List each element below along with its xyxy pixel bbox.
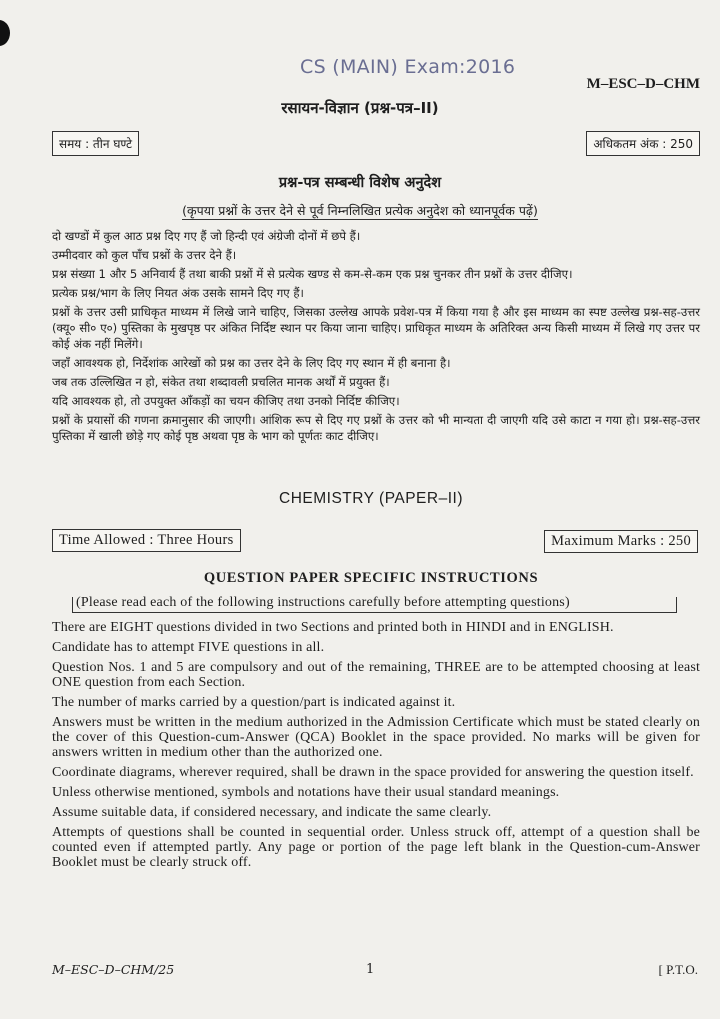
paper-title: CHEMISTRY (PAPER–II): [279, 490, 463, 507]
hindi-time-box: समय : तीन घण्टे: [52, 131, 139, 156]
hindi-instruction: जब तक उल्लिखित न हो, संकेत तथा शब्दावली प्रचलित मानक अर्थों में प्रयुक्त हैं।: [52, 375, 390, 389]
english-instruction: Candidate has to attempt FIVE questions in all.: [52, 640, 325, 655]
maximum-marks-box: Maximum Marks : 250: [544, 530, 698, 553]
hindi-instruction: प्रत्येक प्रश्न/भाग के लिए नियत अंक उसके सामने दिए गए हैं।: [52, 286, 304, 300]
english-instruction: Coordinate diagrams, wherever required, shall be drawn in the space provided for answering the question itself.: [52, 765, 694, 780]
hindi-instruction: प्रश्नों के प्रयासों की गणना क्रमानुसार की जाएगी। आंशिक रूप से दिए गए प्रश्नों के उत्तर को भी मान्यता दी जाएगी यदि उसे काटा न गया हो। प्रश्न-सह-उत्तर पुस्तिका में खाली छोड़े गए कोई पृष्ठ अथवा पृष्ठ के भाग को पूर्णतः काट दीजिए।: [52, 413, 700, 443]
instructions-heading: QUESTION PAPER SPECIFIC INSTRUCTIONS: [203, 570, 539, 586]
english-instruction: Question Nos. 1 and 5 are compulsory and out of the remaining, THREE are to be attempted choosing at least ONE question from each Section.: [52, 660, 700, 690]
hindi-instructions-heading: प्रश्न-पत्र सम्बन्धी विशेष अनुदेश: [278, 175, 442, 191]
hindi-instruction: प्रश्न संख्या 1 और 5 अनिवार्य हैं तथा बाकी प्रश्नों में से प्रत्येक खण्ड से कम-से-कम एक प्रश्न चुनकर तीन प्रश्नों के उत्तर दीजिए।: [52, 267, 573, 281]
hindi-instruction: उम्मीदवार को कुल पाँच प्रश्नों के उत्तर देने हैं।: [52, 248, 237, 262]
english-instruction: The number of marks carried by a question/part is indicated against it.: [52, 695, 456, 710]
hindi-instructions-note: (कृपया प्रश्नों के उत्तर देने से पूर्व निम्नलिखित प्रत्येक अनुदेश को ध्यानपूर्वक पढ़ें): [182, 203, 538, 218]
exam-stamp: CS (MAIN) Exam:2016: [300, 56, 516, 78]
hindi-instruction: यदि आवश्यक हो, तो उपयुक्त आँकड़ों का चयन कीजिए तथा उनको निर्दिष्ट कीजिए।: [52, 394, 400, 408]
time-allowed-box: Time Allowed : Three Hours: [52, 529, 241, 552]
english-instruction: Answers must be written in the medium authorized in the Admission Certificate which must be stated clearly on the cover of this Question-cum-Answer (QCA) Booklet in the space provided. No marks will be given for answers written in medium other than the authorized one.: [52, 715, 700, 760]
hindi-instruction: प्रश्नों के उत्तर उसी प्राधिकृत माध्यम में लिखे जाने चाहिए, जिसका उल्लेख आपके प्रवेश-पत्र में किया गया है और इस माध्यम का स्पष्ट उल्लेख प्रश्न-सह-उत्तर (क्यू० सी० ए०) पुस्तिका के मुखपृष्ठ पर अंकित निर्दिष्ट स्थान पर किया जाना चाहिए। प्राधिकृत माध्यम के अतिरिक्त अन्य किसी माध्यम में लिखे गए उत्तर पर कोई अंक नहीं मिलेंगे।: [52, 305, 700, 351]
paper-code: M–ESC–D–CHM: [586, 76, 700, 92]
english-instruction: Unless otherwise mentioned, symbols and notations have their usual standard meanings.: [52, 785, 560, 800]
hindi-instruction: जहाँ आवश्यक हो, निर्देशांक आरेखों को प्रश्न का उत्तर देने के लिए दिए गए स्थान में ही बनाना है।: [52, 356, 451, 370]
english-instructions-list: [52, 620, 700, 875]
punch-hole: [0, 20, 10, 46]
english-instruction: Attempts of questions shall be counted in sequential order. Unless struck off, attempt of a question shall be counted even if attempted partly. Any page or portion of the page left blank in the Question-cum-Answer Booklet must be clearly struck off.: [52, 825, 700, 870]
english-instruction: There are EIGHT questions divided in two Sections and printed both in HINDI and in ENGLISH.: [52, 620, 614, 635]
footer-code: M–ESC–D–CHM/25: [52, 962, 175, 977]
hindi-instructions-list: [52, 228, 700, 447]
hindi-marks-box: अधिकतम अंक : 250: [586, 131, 700, 156]
hindi-subject-title: रसायन-विज्ञान (प्रश्न-पत्र–II): [281, 99, 439, 117]
hindi-instruction: दो खण्डों में कुल आठ प्रश्न दिए गए हैं जो हिन्दी एवं अंग्रेजी दोनों में छपे हैं।: [52, 229, 361, 243]
page-number: 1: [366, 962, 375, 977]
instructions-note: (Please read each of the following instructions carefully before attempting questions): [72, 595, 677, 613]
please-turn-over: [ P.T.O.: [658, 962, 698, 977]
english-instruction: Assume suitable data, if considered necessary, and indicate the same clearly.: [52, 805, 492, 820]
